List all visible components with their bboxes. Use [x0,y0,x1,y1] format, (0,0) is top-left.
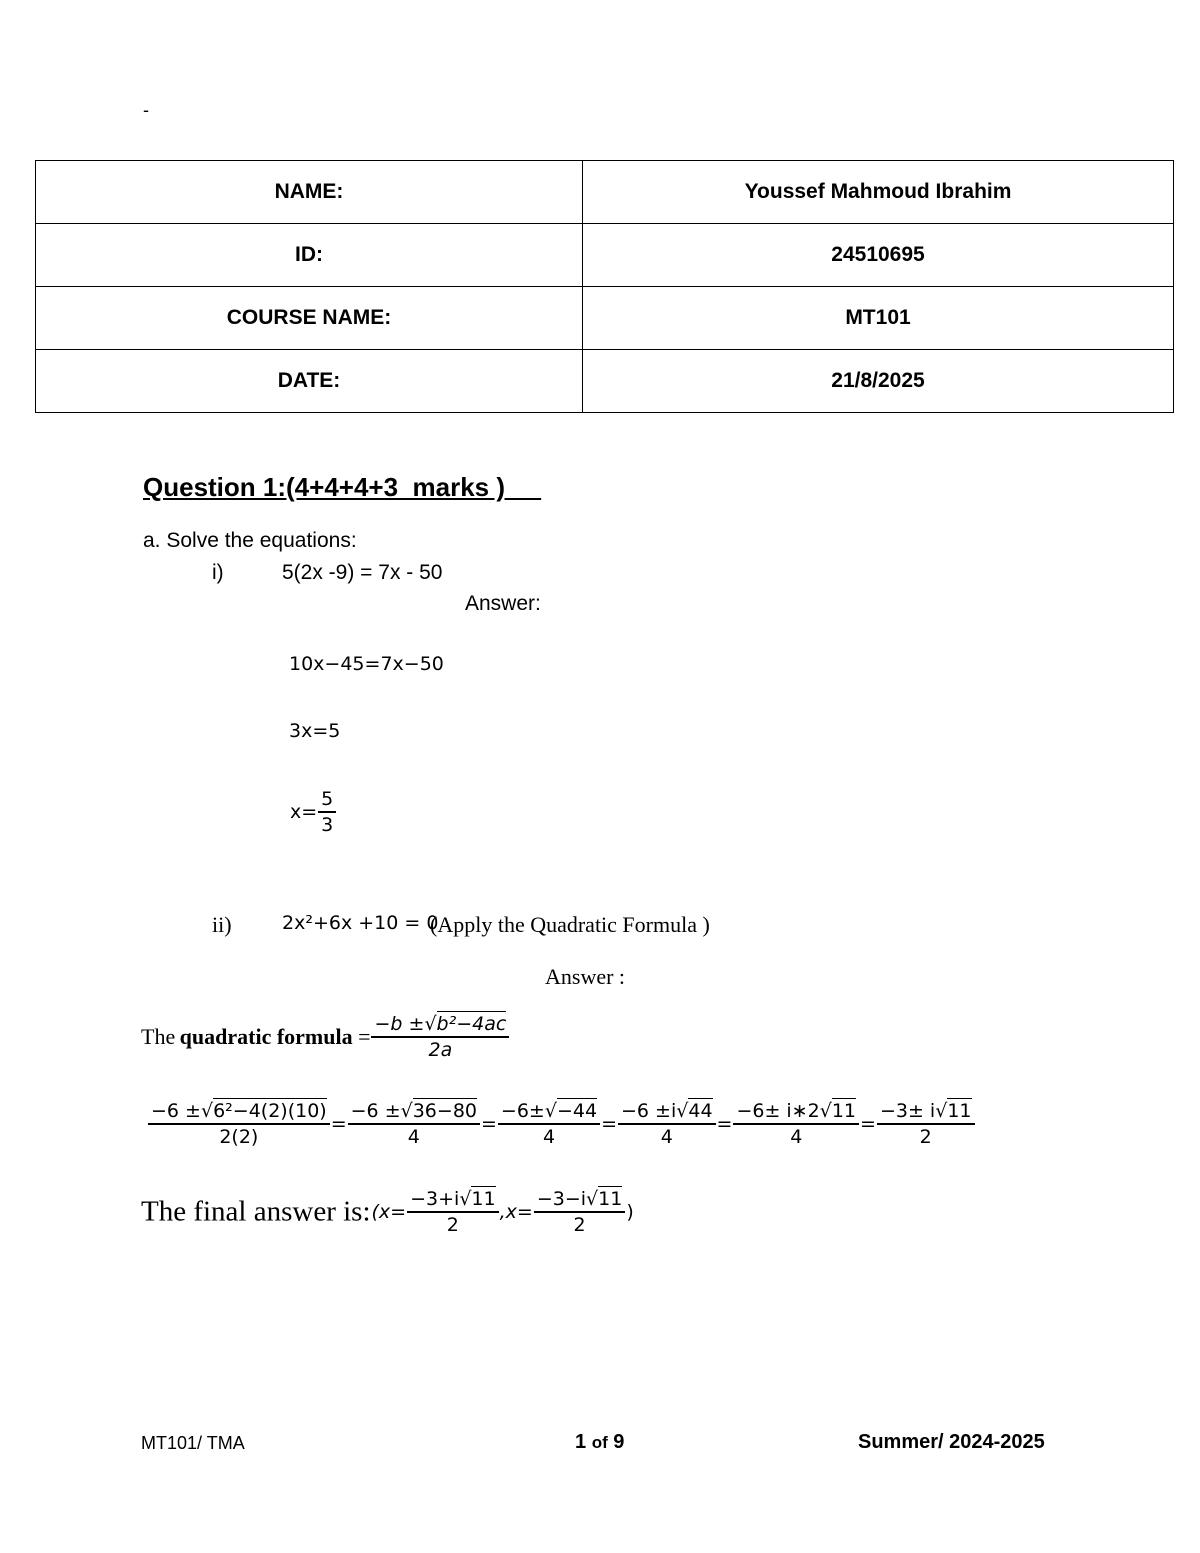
course-label: COURSE NAME: [36,287,583,350]
final-open: (x= [371,1201,407,1223]
fraction-denominator: 2 [573,1214,586,1236]
table-row [36,224,1174,287]
sub-i-number: i) [212,561,224,584]
equals-sign: = [601,1113,617,1135]
final-close: ) [626,1201,634,1223]
sub-ii-equation: 2x²+6x +10 = 0 [282,912,439,934]
sub-ii-note: (Apply the Quadratic Formula ) [430,912,710,937]
fraction-denominator: 4 [542,1126,556,1148]
formula-bold-text: quadratic formula [179,1024,353,1049]
part-a-heading: a. Solve the equations: [143,529,357,552]
footer-right: Summer/ 2024-2025 [858,1431,1045,1453]
top-dash-mark: - [143,100,149,120]
radicand: 11 [831,1100,857,1122]
course-value: MT101 [583,287,1174,350]
page-total: 9 [613,1431,625,1453]
fraction-numerator: −3± i√11 [877,1100,975,1125]
step-3-lhs: x= [290,801,318,823]
chain-fraction-6 [877,1100,975,1148]
fraction-numerator: −3+i√11 [407,1188,499,1213]
numerator-prefix: −6± i∗2 [736,1100,820,1122]
radicand: 11 [947,1100,972,1122]
fraction-numerator: 5 [318,788,336,813]
fraction-numerator: −b ±√b²−4ac [371,1013,509,1038]
fraction-denominator: 4 [660,1126,673,1148]
step-3 [289,788,336,836]
numerator-prefix: −3± i [879,1100,936,1122]
fraction-denominator: 2a [428,1039,453,1061]
chain-fraction-3 [498,1100,600,1148]
equals-sign: = [481,1113,497,1135]
solution-chain [148,1100,975,1148]
numerator-prefix: −3−i [536,1188,587,1210]
numerator-prefix: −b ± [374,1013,425,1035]
formula-prefix: The [141,1024,176,1049]
root-2-fraction [534,1188,626,1236]
id-label: ID: [36,224,583,287]
root-1-fraction [407,1188,499,1236]
equals-sign: = [860,1113,876,1135]
quadratic-formula-line [141,1013,509,1061]
equals-sign: = [330,1113,347,1135]
name-value: Youssef Mahmoud Ibrahim [583,161,1174,224]
table-row [36,287,1174,350]
fraction-numerator: −6 ±√6²−4(2)(10) [148,1100,330,1125]
fraction-numerator: −6 ±i√44 [618,1100,716,1125]
page-of: of [591,1433,608,1452]
table-row [36,350,1174,413]
sub-i-equation: 5(2x -9) = 7x - 50 [282,561,443,584]
chain-fraction-5 [733,1100,859,1148]
numerator-prefix: −6 ± [151,1100,201,1122]
radicand: b²−4ac [436,1013,507,1035]
chain-fraction-1 [148,1100,330,1148]
fraction-denominator: 2 [919,1126,932,1148]
formula-equals: = [358,1024,371,1049]
fraction-denominator: 2 [446,1214,459,1236]
step-1: 10x−45=7x−50 [289,653,444,675]
id-value: 24510695 [583,224,1174,287]
step-3-fraction [318,788,336,836]
radicand: 6²−4(2)(10) [213,1100,327,1122]
radicand: 36−80 [412,1100,477,1122]
numerator-prefix: −6 ±i [621,1100,677,1122]
step-2: 3x=5 [289,720,341,742]
footer-left: MT101/ TMA [141,1433,245,1453]
fraction-numerator: −6±√−44 [498,1100,600,1125]
fraction-denominator: 3 [321,814,334,836]
page-number: 1 [575,1431,587,1453]
fraction-denominator: 4 [407,1126,420,1148]
fraction-numerator: −6± i∗2√11 [733,1100,859,1125]
fraction-numerator: −3−i√11 [534,1188,626,1213]
radicand: −44 [556,1100,598,1122]
table-row [36,161,1174,224]
date-label: DATE: [36,350,583,413]
chain-fraction-4 [618,1100,716,1148]
footer-page-indicator [575,1431,624,1454]
final-answer-line [141,1188,635,1236]
final-separator: ,x= [499,1201,533,1223]
answer-label-1: Answer: [465,592,541,615]
radicand: 11 [598,1188,623,1210]
numerator-prefix: −6 ± [350,1100,401,1122]
final-answer-label: The final answer is: [141,1195,371,1228]
radicand: 11 [471,1188,496,1210]
answer-label-2: Answer : [545,964,626,989]
chain-fraction-2 [348,1100,480,1148]
student-info-table [35,160,1174,413]
numerator-prefix: −6± [500,1100,545,1122]
fraction-denominator: 2(2) [219,1126,259,1148]
formula-fraction [371,1013,509,1061]
fraction-denominator: 4 [790,1126,803,1148]
date-value: 21/8/2025 [583,350,1174,413]
question-title: Question 1:(4+4+4+3 marks ) [143,472,542,502]
sub-ii-number: ii) [212,912,232,937]
numerator-prefix: −3+i [410,1188,460,1210]
fraction-numerator: −6 ±√36−80 [348,1100,480,1125]
radicand: 44 [688,1100,713,1122]
equals-sign: = [716,1113,733,1135]
name-label: NAME: [36,161,583,224]
